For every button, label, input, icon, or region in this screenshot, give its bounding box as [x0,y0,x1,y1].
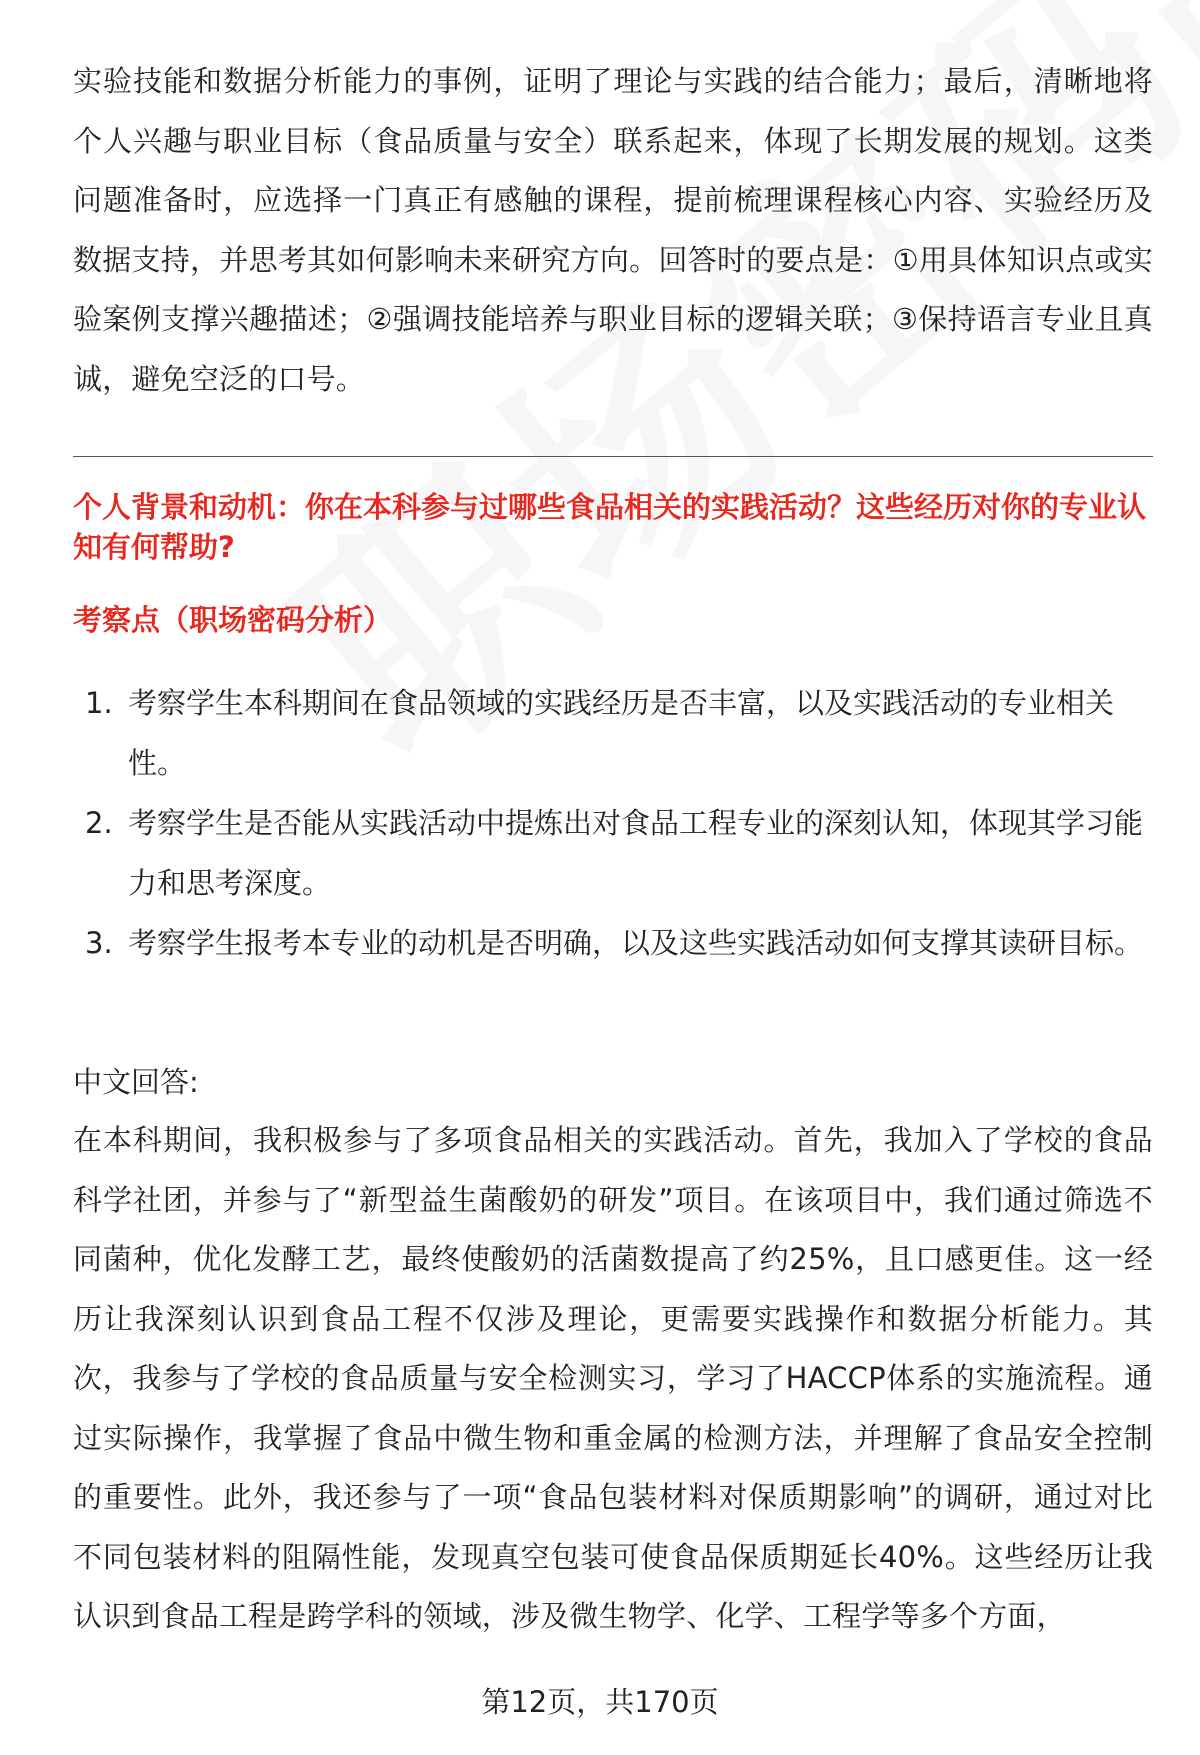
list-item-number: 2. [85,806,113,840]
list-item-text: 考察学生是否能从实践活动中提炼出对食品工程专业的深刻认知，体现其学习能力和思考深度。 [128,806,1144,900]
list-item [73,673,1153,793]
intro-paragraph: 实验技能和数据分析能力的事例，证明了理论与实践的结合能力；最后，清晰地将个人兴趣与职业目标（食品质量与安全）联系起来，体现了长期发展的规划。这类问题准备时，应选择一门真正有感触的课程，提前梳理课程核心内容、实验经历及数据支持，并思考其如何影响未来研究方向。回答时的要点是：①用具体知识点或实验案例支撑兴趣描述；②强调技能培养与职业目标的逻辑关联；③保持语言专业且真诚，避免空泛的口号。 [73,64,1153,396]
list-item-number: 1. [85,686,113,720]
question-heading: 个人背景和动机：你在本科参与过哪些食品相关的实践活动？这些经历对你的专业认知有何帮助? [73,490,1147,564]
section-divider [73,456,1153,457]
page-footer: 第12页，共170页 [481,1685,719,1719]
answer-paragraph: 在本科期间，我积极参与了多项食品相关的实践活动。首先，我加入了学校的食品科学社团，并参与了“新型益生菌酸奶的研发”项目。在该项目中，我们通过筛选不同菌种，优化发酵工艺，最终使酸奶的活菌数提高了约25%，且口感更佳。这一经历让我深刻认识到食品工程不仅涉及理论，更需要实践操作和数据分析能力。其次，我参与了学校的食品质量与安全检测实习，学习了HACCP体系的实施流程。通过实际操作，我掌握了食品中微生物和重金属的检测方法，并理解了食品安全控制的重要性。此外，我还参与了一项“食品包装材料对保质期影响”的调研，通过对比不同包装材料的阻隔性能，发现真空包装可使食品保质期延长40%。这些经历让我认识到食品工程是跨学科的领域，涉及微生物学、化学、工程学等多个方面， [73,1123,1153,1633]
list-item-number: 3. [85,926,113,960]
answer-label: 中文回答: [73,1065,199,1099]
document-page [73,0,1153,1755]
list-item-text: 考察学生报考本专业的动机是否明确，以及这些实践活动如何支撑其读研目标。 [128,926,1144,960]
kaocha-points-list [73,673,1153,973]
list-item [73,913,1153,973]
list-item [73,793,1153,913]
kaocha-heading: 考察点（职场密码分析） [73,603,393,637]
list-item-text: 考察学生本科期间在食品领域的实践经历是否丰富，以及实践活动的专业相关性。 [128,686,1115,780]
